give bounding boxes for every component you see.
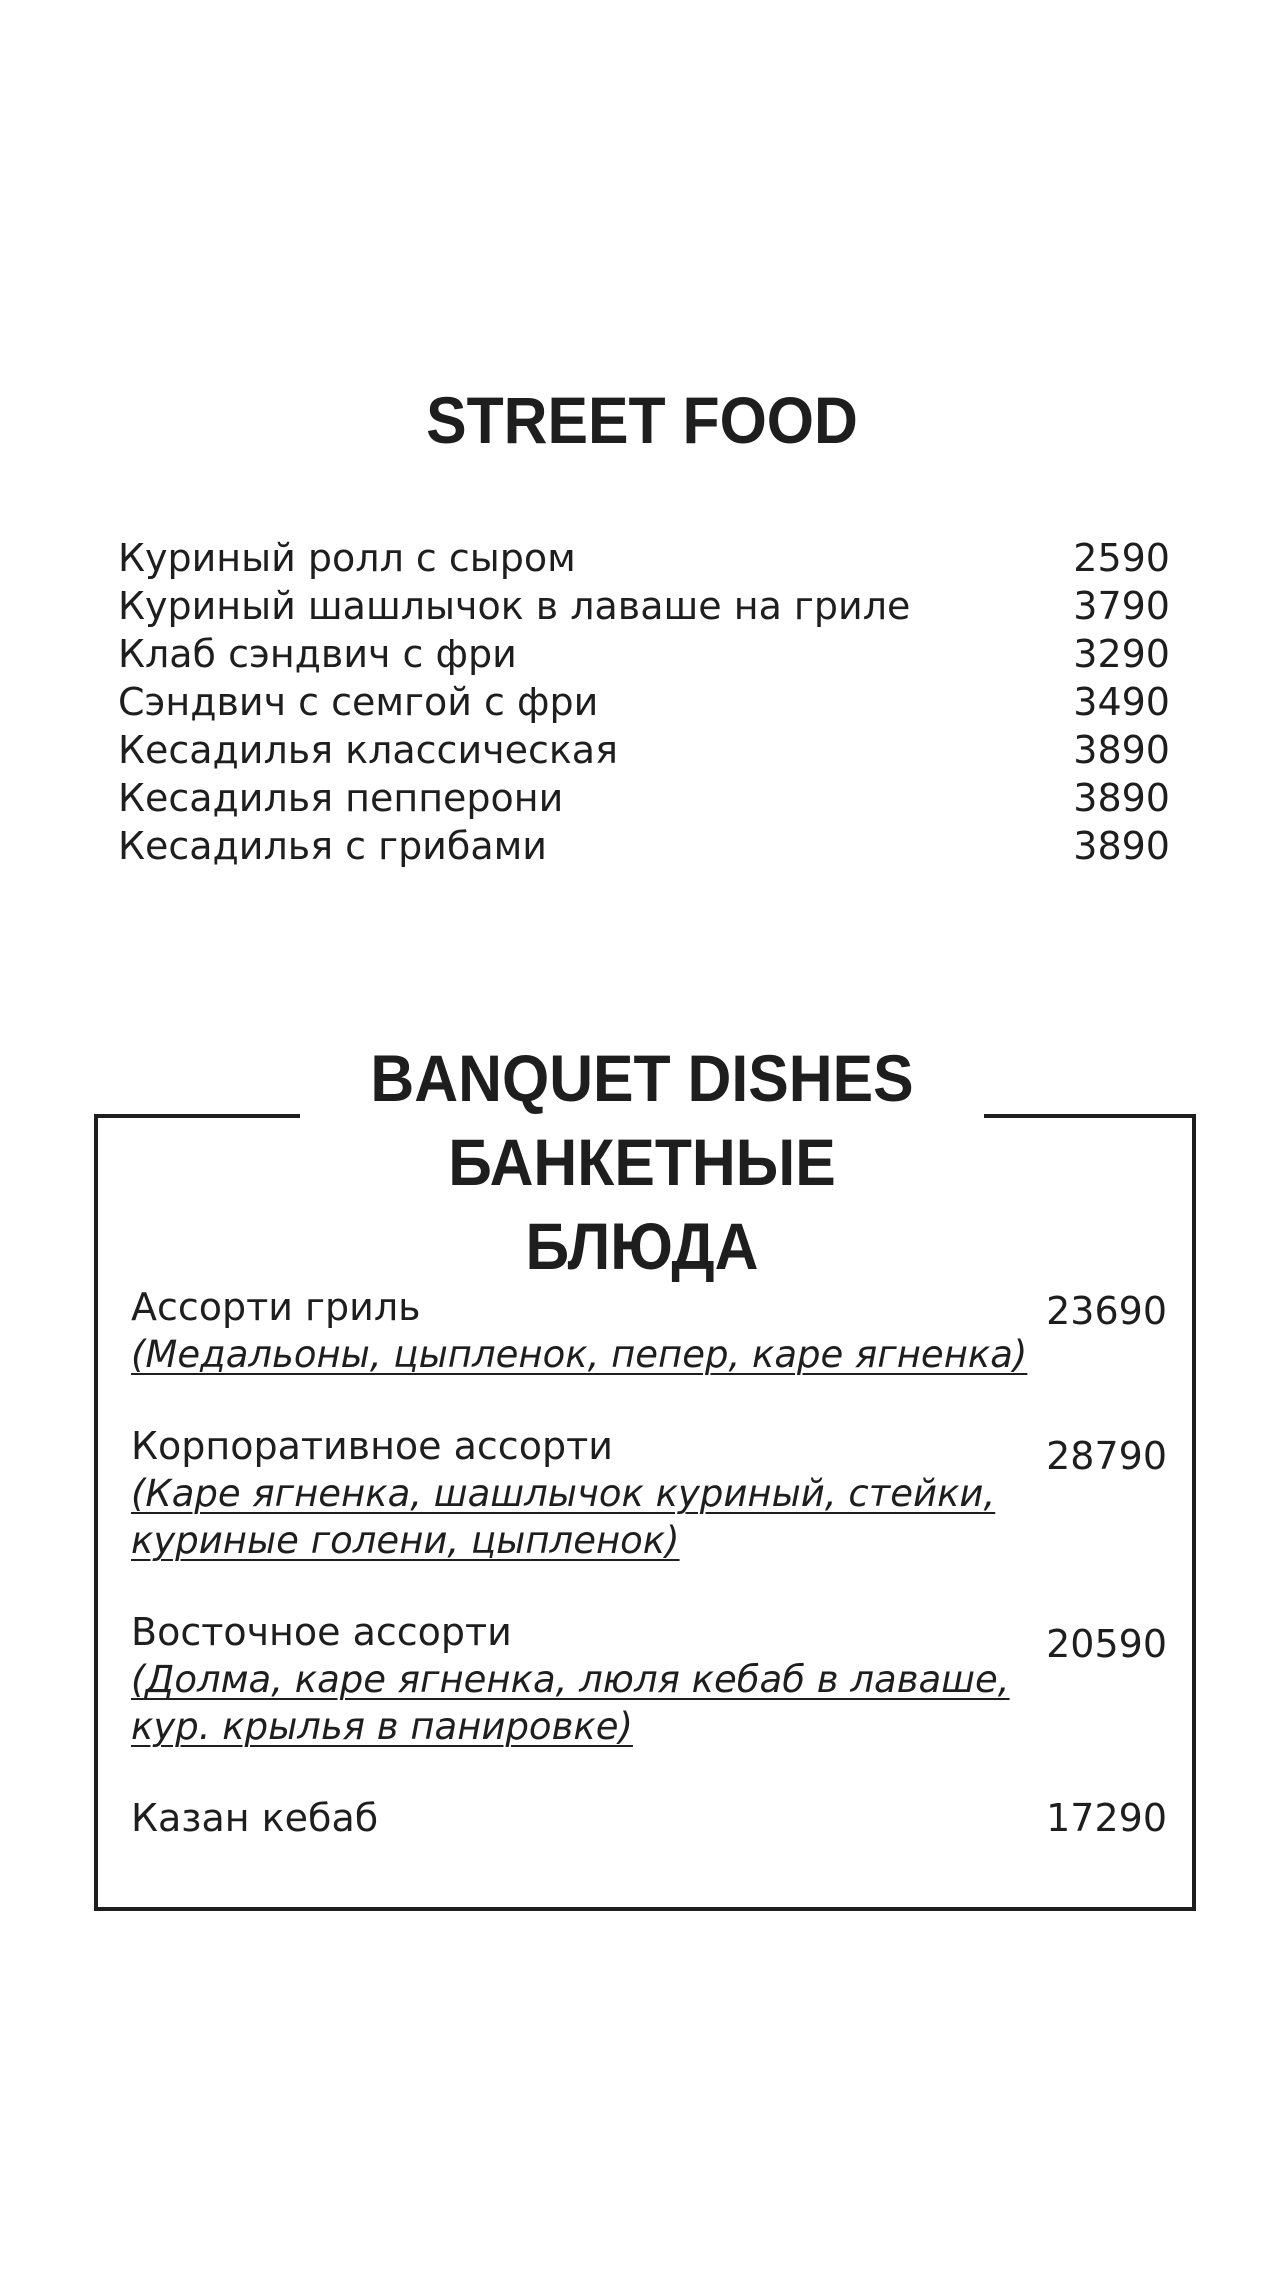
- menu-item-price: 3890: [1073, 728, 1170, 772]
- menu-item-price: 2590: [1073, 536, 1170, 580]
- menu-item: [118, 726, 1170, 774]
- banquet-item-price: 23690: [1046, 1289, 1167, 1333]
- banquet-item-price: 28790: [1046, 1434, 1167, 1478]
- street-food-list: [118, 534, 1170, 870]
- banquet-item: [131, 1422, 1167, 1564]
- banquet-item-name: Казан кебаб: [131, 1796, 379, 1840]
- menu-item-price: 3290: [1073, 632, 1170, 676]
- menu-item-price: 3790: [1073, 584, 1170, 628]
- menu-item: [118, 534, 1170, 582]
- banquet-item-name: Корпоративное ассорти: [131, 1424, 613, 1468]
- banquet-item-description: (Долма, каре ягненка, люля кебаб в лаваше,: [131, 1658, 1010, 1701]
- menu-item: [118, 774, 1170, 822]
- street-food-title: STREET FOOD: [426, 383, 858, 457]
- menu-item-name: Кесадилья пепперони: [118, 776, 564, 820]
- banquet-item-price: 20590: [1046, 1622, 1167, 1666]
- banquet-title-en: BANQUET DISHES: [370, 1041, 914, 1115]
- banquet-heading: [300, 1036, 984, 1288]
- menu-item-price: 3890: [1073, 824, 1170, 868]
- banquet-item-price: 17290: [1046, 1796, 1167, 1840]
- banquet-item-description: кур. крылья в панировке): [131, 1705, 633, 1748]
- banquet-list: [131, 1283, 1167, 1886]
- menu-item: [118, 678, 1170, 726]
- banquet-title-ru: БАНКЕТНЫЕ БЛЮДА: [448, 1125, 836, 1283]
- menu-item-name: Куриный шашлычок в лаваше на гриле: [118, 584, 911, 628]
- menu-item-name: Сэндвич с семгой с фри: [118, 680, 599, 724]
- banquet-item-description: (Медальоны, цыпленок, пепер, каре ягненка): [131, 1333, 1028, 1376]
- menu-item-name: Клаб сэндвич с фри: [118, 632, 517, 676]
- banquet-item-description: (Каре ягненка, шашлычок куриный, стейки,: [131, 1472, 996, 1515]
- menu-item-price: 3490: [1073, 680, 1170, 724]
- menu-item: [118, 822, 1170, 870]
- banquet-item: [131, 1794, 1167, 1842]
- banquet-item: [131, 1608, 1167, 1750]
- menu-item-name: Кесадилья с грибами: [118, 824, 547, 868]
- menu-item: [118, 582, 1170, 630]
- banquet-item-name: Восточное ассорти: [131, 1610, 512, 1654]
- banquet-item: [131, 1283, 1167, 1378]
- menu-item-name: Куриный ролл с сыром: [118, 536, 576, 580]
- menu-item-name: Кесадилья классическая: [118, 728, 618, 772]
- banquet-item-description: куриные голени, цыпленок): [131, 1519, 680, 1562]
- menu-item-price: 3890: [1073, 776, 1170, 820]
- banquet-item-name: Ассорти гриль: [131, 1285, 421, 1329]
- menu-item: [118, 630, 1170, 678]
